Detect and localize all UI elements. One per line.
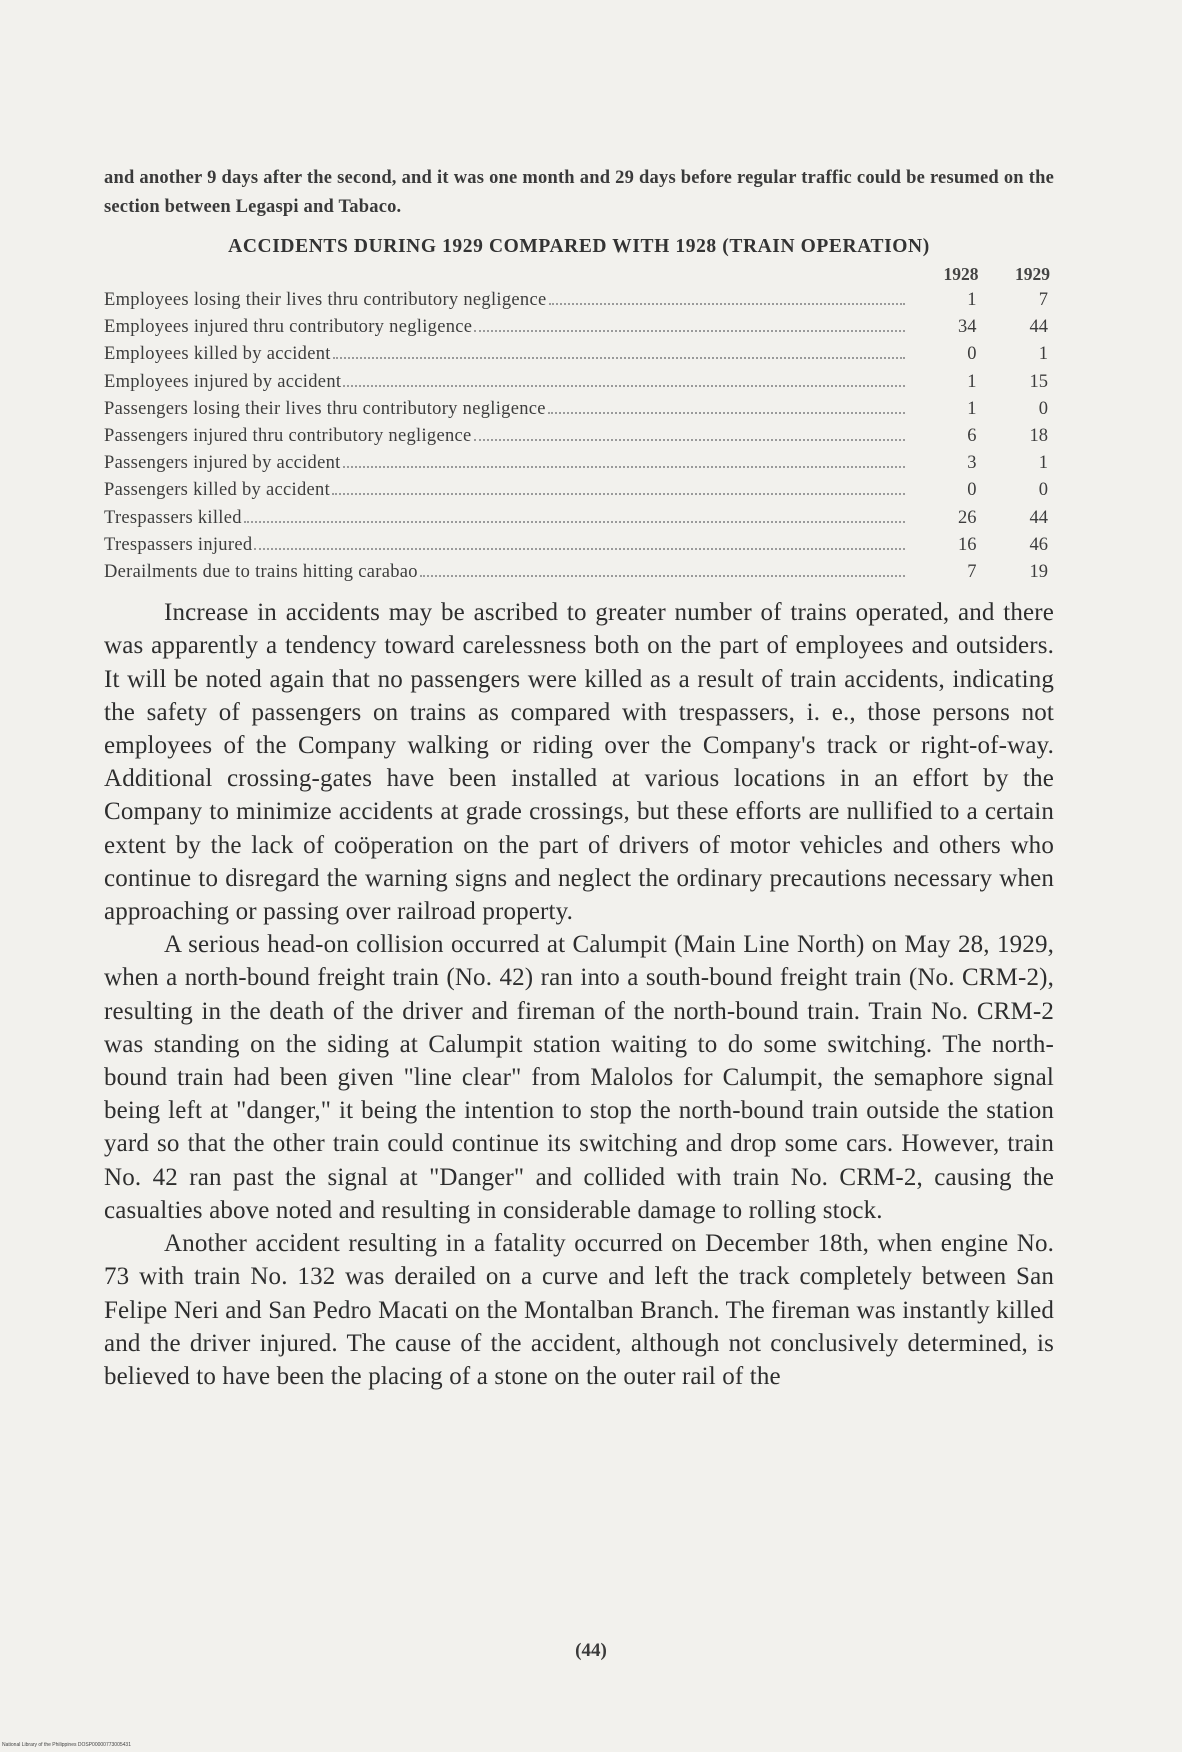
row-label: Employees losing their lives thru contributory negligence	[104, 290, 547, 310]
page-number: (44)	[575, 1640, 607, 1661]
dot-leader	[244, 521, 905, 523]
table-row	[104, 505, 1054, 532]
intro-paragraph: and another 9 days after the second, and it was one month and 29 days before regular traffic could be resumed on the section between Legaspi and Tabaco.	[104, 168, 1054, 217]
value-1929: 0	[1038, 398, 1048, 419]
table-header-row	[104, 264, 1054, 287]
value-1929: 15	[1029, 371, 1048, 392]
value-1928: 1	[967, 398, 977, 419]
body-text	[104, 596, 1054, 1393]
value-1928: 0	[967, 344, 977, 365]
value-1929: 7	[1038, 290, 1048, 310]
value-1928: 1	[967, 371, 977, 392]
value-1928: 34	[957, 317, 977, 338]
paragraph-accident-increase: Increase in accidents may be ascribed to greater number of trains operated, and there was apparently a tendency toward carelessness both on the part of employees and outsiders. It will be noted again that no passengers were killed as a result of train accidents, indicating the safety of passengers on trains as compared with trespassers, i. e., those persons not employees of the Company walking or riding over the Company's track or right-of-way. Additional crossing-gates have been installed at various locations in an effort by the Company to minimize accidents at grade crossings, but these efforts are nullified to a certain extent by the lack of coöperation on the part of drivers of motor vehicles and others who continue to disregard the warning signs and neglect the ordinary precautions necessary when approaching or passing over railroad property.	[104, 599, 1054, 926]
row-label: Trespassers injured	[104, 534, 253, 555]
row-label: Trespassers killed	[104, 507, 242, 528]
value-1929: 18	[1029, 426, 1048, 447]
value-1928: 6	[967, 426, 977, 447]
column-header-1929: 1929	[1015, 264, 1050, 284]
dot-leader	[343, 466, 905, 468]
value-1929: 46	[1029, 534, 1048, 555]
table-row	[104, 396, 1054, 423]
dot-leader	[332, 493, 905, 495]
value-1928: 26	[957, 507, 977, 528]
value-1929: 0	[1038, 480, 1048, 501]
dot-leader	[474, 439, 905, 441]
value-1929: 1	[1038, 344, 1048, 365]
table-row	[104, 287, 1054, 314]
table-row	[104, 341, 1054, 368]
document-page	[104, 164, 1054, 1393]
value-1928: 7	[967, 562, 977, 583]
value-1929: 19	[1029, 562, 1048, 583]
value-1928: 0	[967, 480, 977, 501]
value-1929: 1	[1038, 453, 1048, 474]
archive-footer-note: National Library of the Philippines DOSP00000773005431	[2, 1742, 131, 1748]
row-label: Employees injured thru contributory negligence	[104, 317, 473, 338]
dot-leader	[548, 412, 905, 414]
row-label: Passengers injured by accident	[104, 453, 341, 474]
row-label: Passengers losing their lives thru contributory negligence	[104, 398, 546, 419]
table-row	[104, 423, 1054, 450]
table-row	[104, 532, 1054, 559]
column-header-1928: 1928	[943, 264, 979, 284]
table-row	[104, 450, 1054, 477]
row-label: Passengers killed by accident	[104, 480, 331, 501]
dot-leader	[549, 303, 905, 305]
row-label: Passengers injured thru contributory negligence	[104, 426, 472, 447]
table-body	[104, 287, 1054, 586]
paragraph-december-derailment: Another accident resulting in a fatality occurred on December 18th, when engine No. 73 with train No. 132 was derailed on a curve and left the track completely between San Felipe Neri and San Pedro Macati on the Montalban Branch. The fireman was instantly killed and the driver injured. The cause of the accident, although not conclusively determined, is believed to have been the placing of a stone on the outer rail of the	[104, 1230, 1054, 1390]
row-label: Employees injured by accident	[104, 371, 342, 392]
row-label: Employees killed by accident	[104, 344, 331, 365]
row-label: Derailments due to trains hitting carabao	[104, 562, 418, 583]
paragraph-calumpit-collision: A serious head-on collision occurred at Calumpit (Main Line North) on May 28, 1929, when a north-bound freight train (No. 42) ran into a south-bound freight train (No. CRM-2), resulting in the death of the driver and fireman of the north-bound train. Train No. CRM-2 was standing on the siding at Calumpit station waiting to do some switching. The north-bound train had been given "line clear" from Malolos for Calumpit, the semaphore signal being left at "danger," it being the intention to stop the north-bound train outside the station yard so that the other train could continue its switching and drop some cars. However, train No. 42 ran past the signal at "Danger" and collided with train No. CRM-2, causing the casualties above noted and resulting in considerable damage to rolling stock.	[104, 931, 1054, 1224]
dot-leader	[343, 385, 905, 387]
value-1928: 3	[967, 453, 977, 474]
value-1929: 44	[1029, 507, 1048, 528]
dot-leader	[474, 330, 905, 332]
value-1928: 16	[957, 534, 977, 555]
table-row	[104, 369, 1054, 396]
dot-leader	[254, 548, 905, 550]
value-1928: 1	[967, 290, 977, 310]
table-row	[104, 314, 1054, 341]
accidents-table	[104, 264, 1054, 586]
table-row	[104, 477, 1054, 504]
table-title: ACCIDENTS DURING 1929 COMPARED WITH 1928 (TRAIN OPERATION)	[228, 236, 930, 257]
dot-leader	[333, 357, 905, 359]
header-spacer	[104, 264, 911, 287]
table-row	[104, 559, 1054, 586]
dot-leader	[420, 575, 905, 577]
value-1929: 44	[1029, 317, 1048, 338]
